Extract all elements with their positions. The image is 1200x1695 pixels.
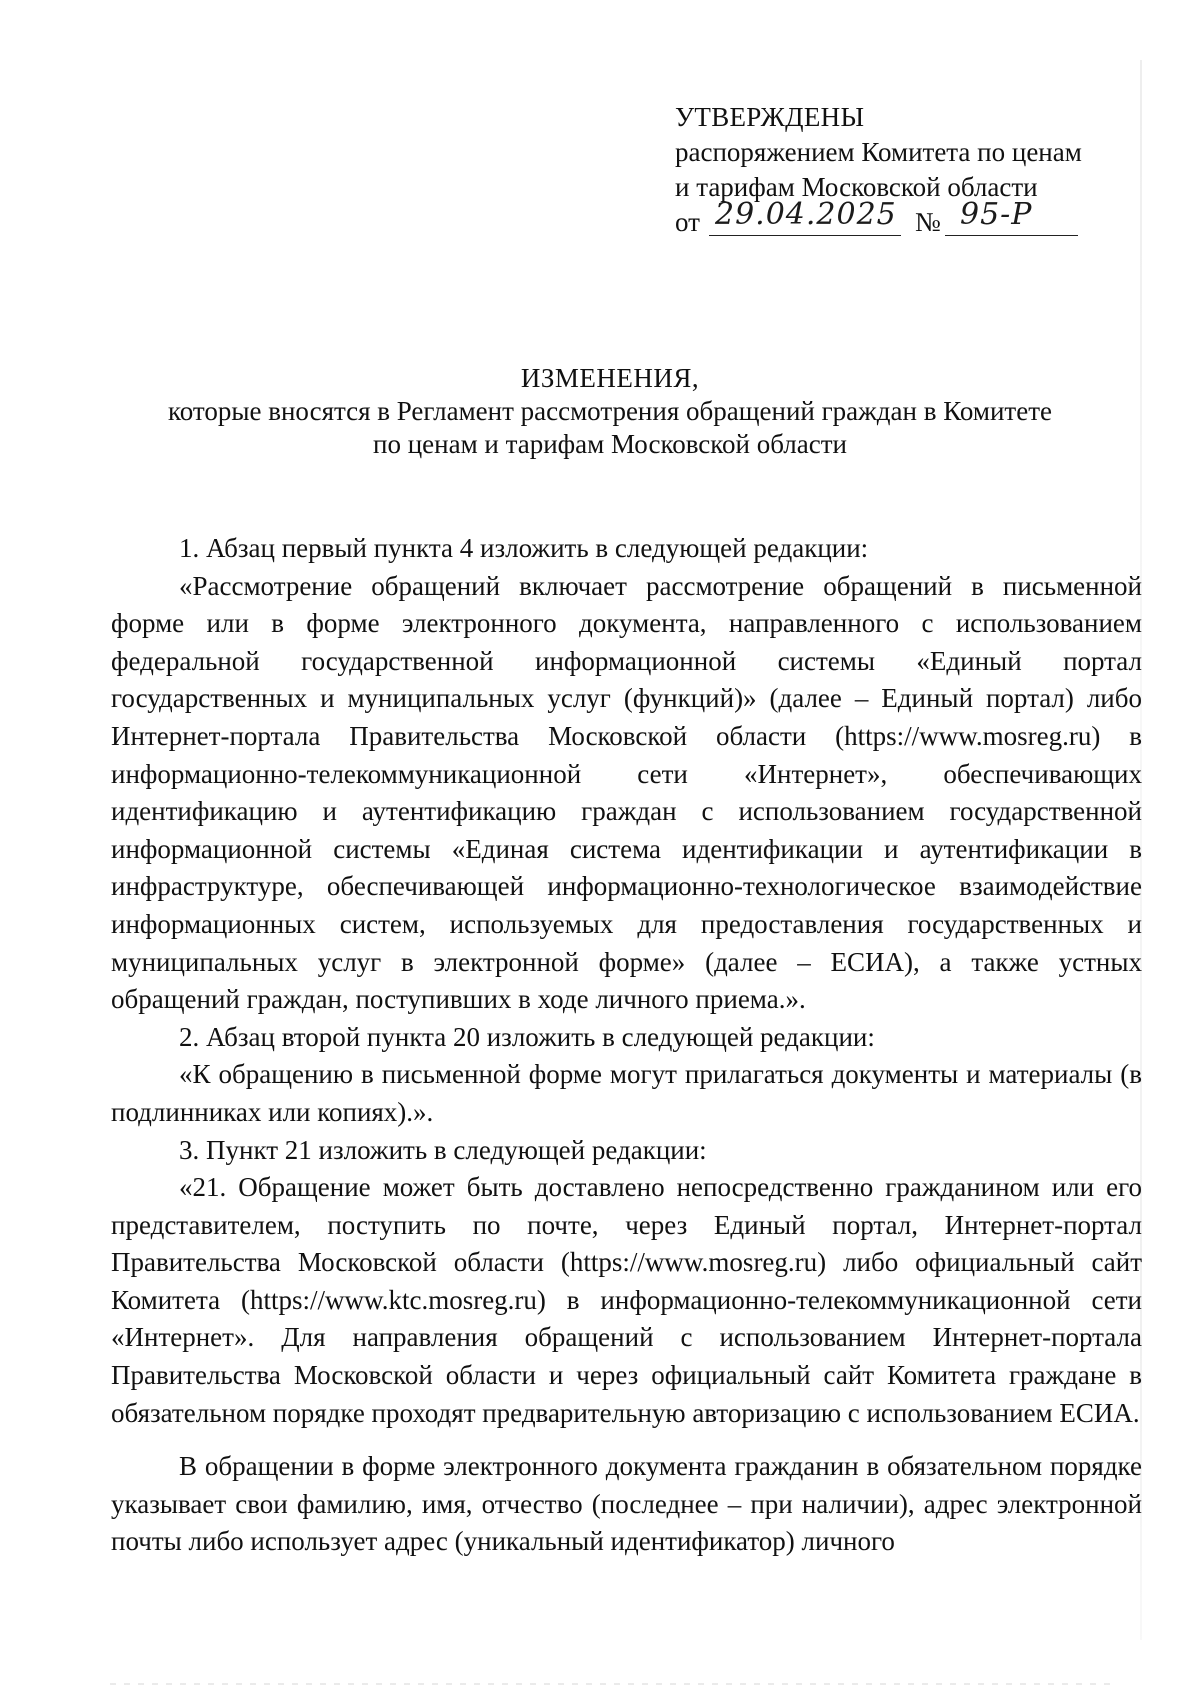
approval-title: УТВЕРЖДЕНЫ	[675, 102, 865, 132]
heading-subtitle-line-1: которые вносятся в Регламент рассмотрения обращений граждан в Комитете	[168, 396, 1052, 426]
paragraph-6: «21. Обращение может быть доставлено непосредственно гражданином или его представителем, поступить по почте, через Единый портал, Интернет-портал Правительства Московской области (https://www.mosreg.ru) либо официальный сайт Комитета (https://www.ktc.mosreg.ru) в информационно-телекоммуникационной сети «Интернет». Для направления обращений с использованием Интернет-портала Правительства Московской области и через официальный сайт Комитета граждане в обязательном порядке проходят предварительную авторизацию с использованием ЕСИА.	[111, 1172, 1142, 1428]
approval-block	[675, 100, 1135, 245]
paragraph-5: 3. Пункт 21 изложить в следующей редакции:	[179, 1134, 707, 1165]
paragraph-4: «К обращению в письменной форме могут прилагаться документы и материалы (в подлинниках или копиях).».	[111, 1059, 1142, 1127]
scan-bottom-edge	[110, 1683, 1110, 1685]
handwritten-number: 95-Р	[960, 197, 1033, 232]
paragraph-1: 1. Абзац первый пункта 4 изложить в следующей редакции:	[179, 533, 869, 563]
heading-title: ИЗМЕНЕНИЯ,	[520, 363, 700, 393]
document-heading	[110, 362, 1110, 461]
number-underline	[945, 235, 1078, 236]
approval-line-2: и тарифам Московской области	[675, 172, 1038, 202]
document-body	[111, 530, 1142, 1561]
paragraph-2: «Рассмотрение обращений включает рассмотрение обращений в письменной форме или в форме электронного документа, направленного с использованием федеральной государственной информационной системы «Единый портал государственных и муниципальных услуг (функций)» (далее – Единый портал) либо Интернет-портала Правительства Московской области (https://www.mosreg.ru) в информационно-телекоммуникационной сети «Интернет», обеспечивающих идентификацию и аутентификацию граждан с использованием государственной информационной системы «Единая система идентификации и аутентификации в инфраструктуре, обеспечивающей информационно-технологическое взаимодействие информационных систем, используемых для предоставления государственных и муниципальных услуг в электронной форме» (далее – ЕСИА), а также устных обращений граждан, поступивших в ходе личного приема.».	[111, 570, 1142, 1015]
from-label: от	[675, 207, 700, 237]
date-underline	[709, 235, 901, 236]
approval-reference	[675, 197, 1135, 245]
handwritten-date: 29.04.2025	[715, 197, 897, 232]
number-label: №	[915, 207, 941, 237]
paragraph-3: 2. Абзац второй пункта 20 изложить в следующей редакции:	[179, 1021, 875, 1052]
approval-line-1: распоряжением Комитета по ценам	[675, 137, 1082, 167]
heading-subtitle-line-2: по ценам и тарифам Московской области	[373, 429, 847, 459]
paragraph-7: В обращении в форме электронного документа гражданин в обязательном порядке указывает свои фамилию, имя, отчество (последнее – при наличии), адрес электронной почты либо использует адрес (уникальный идентификатор) личного	[111, 1451, 1142, 1557]
